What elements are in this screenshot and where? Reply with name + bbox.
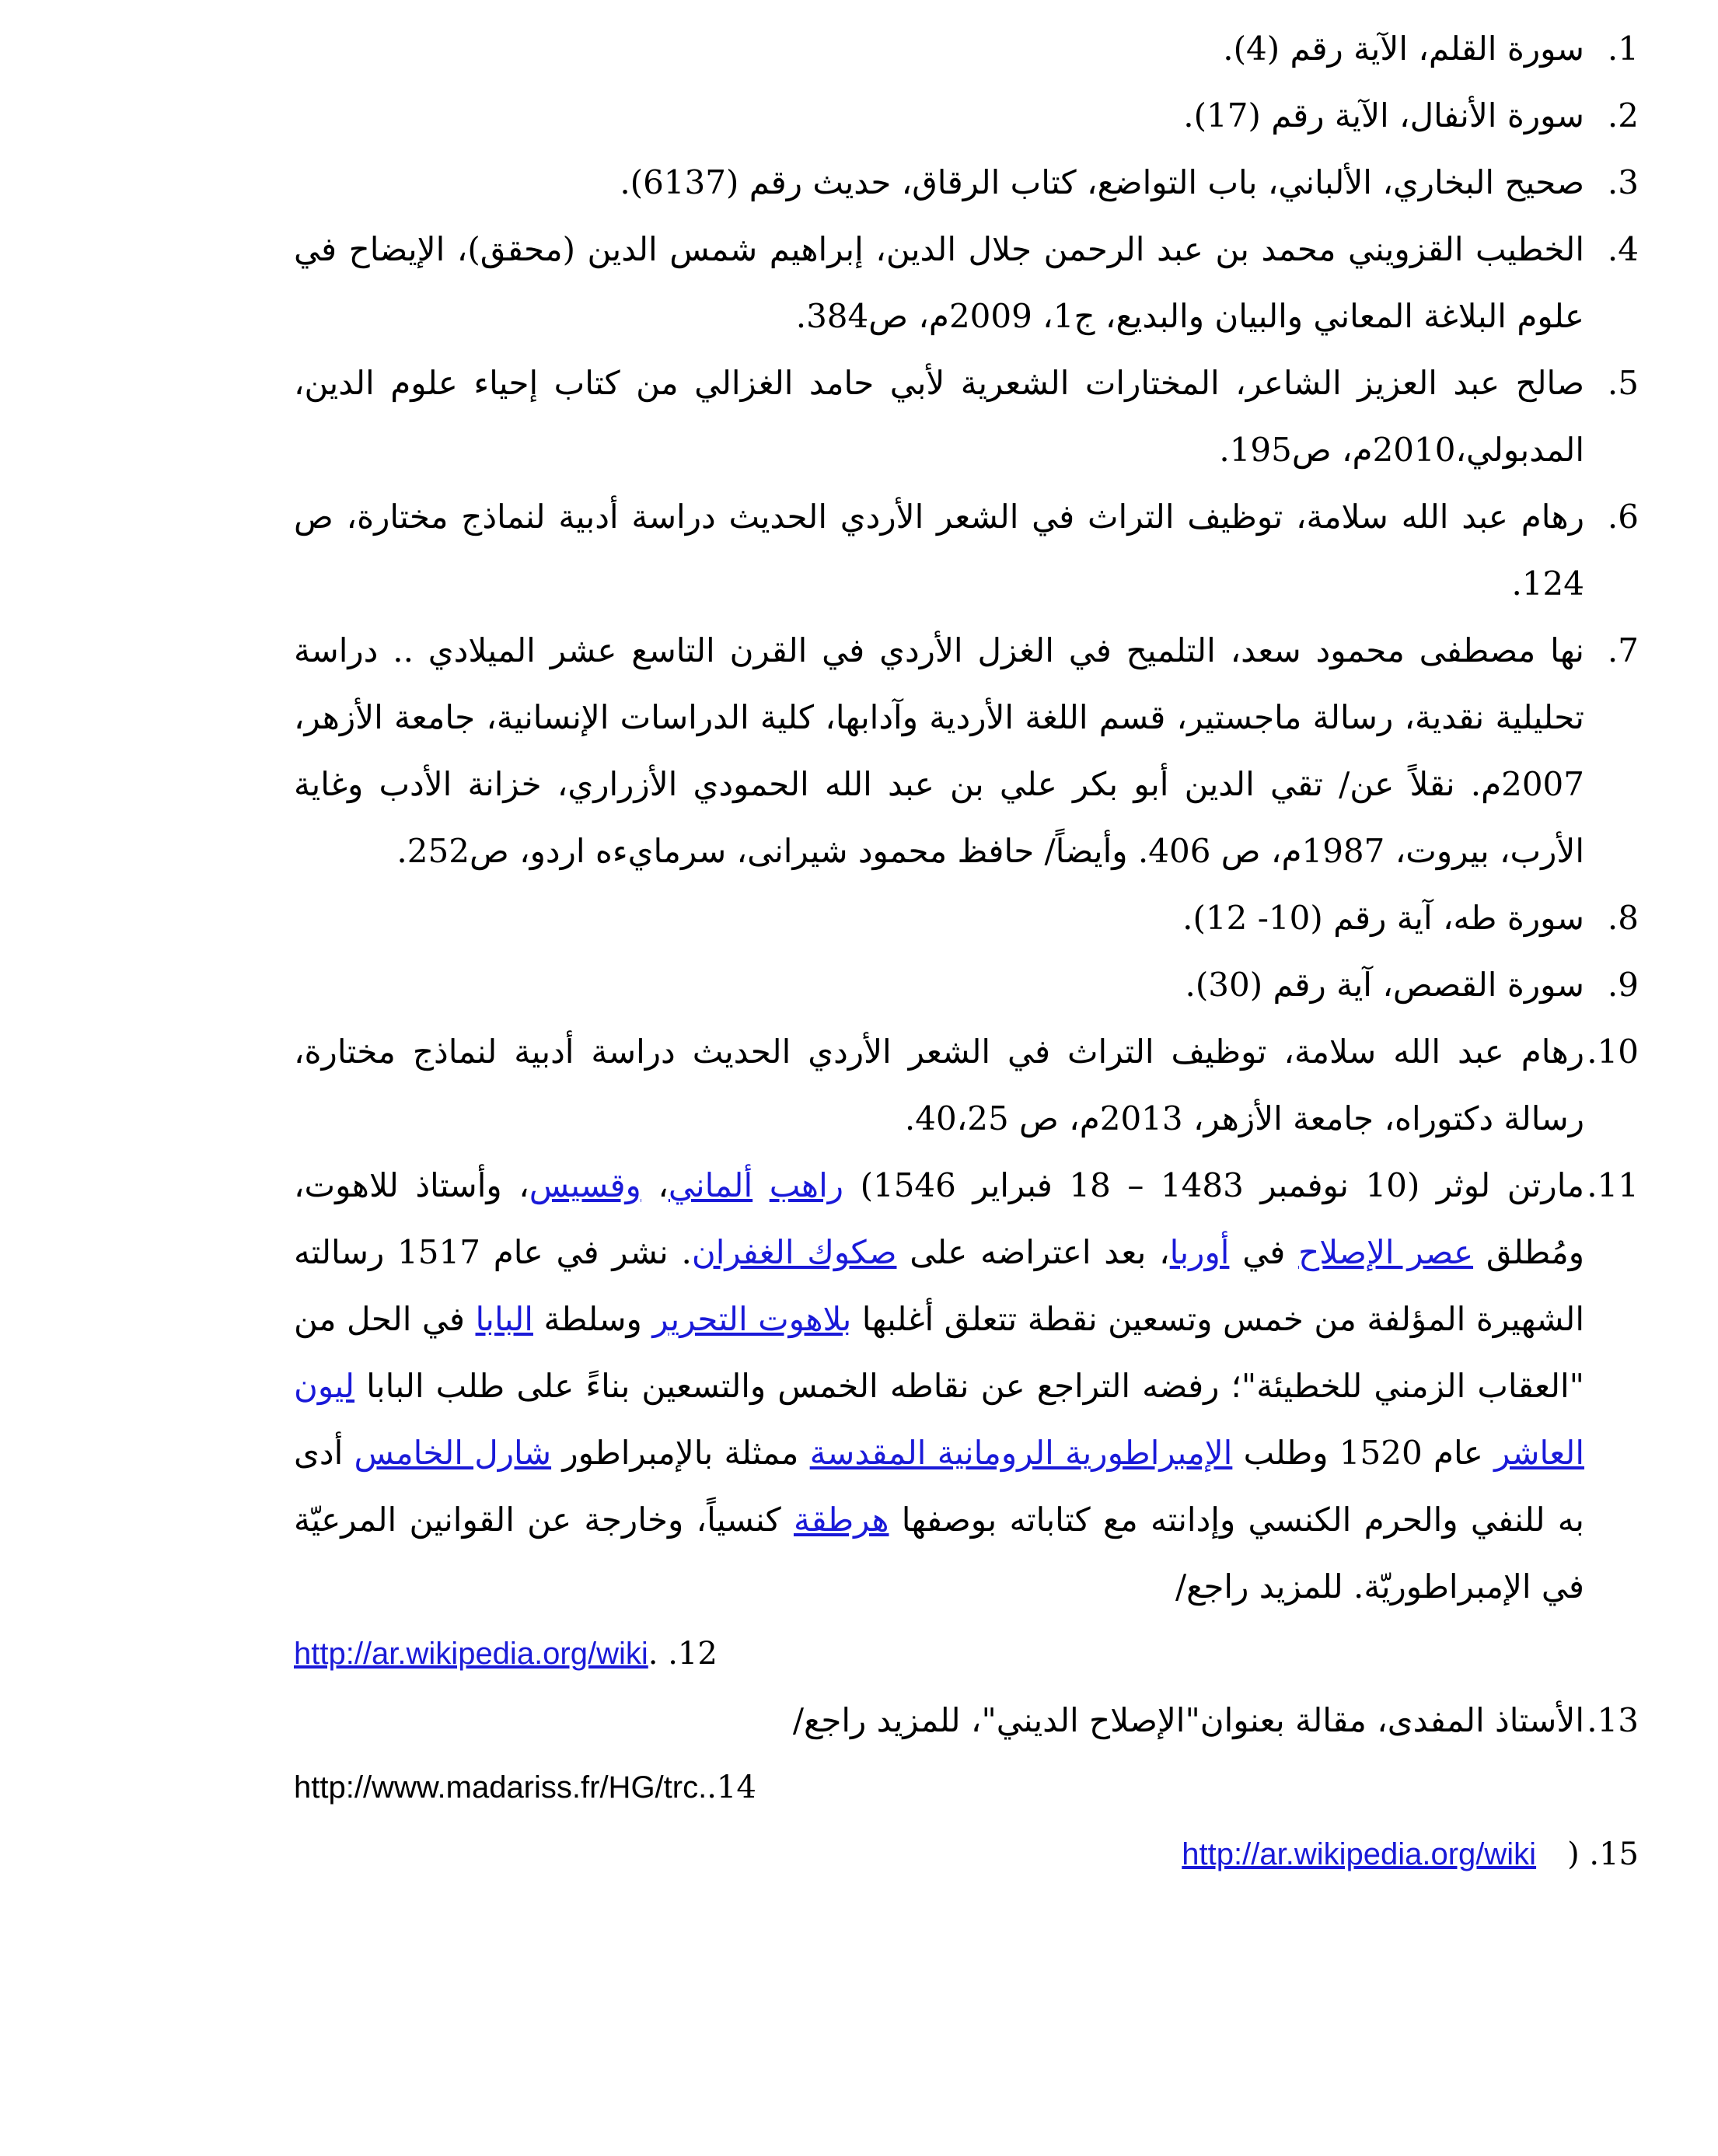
footnote-text: صالح عبد العزيز الشاعر، المختارات الشعرية لأبي حامد الغزالي من كتاب إحياء علوم الدين، المدبولي،2010م، ص195. — [294, 364, 1584, 469]
text-run: ، وأستاذ للاهوت، ومُطلق — [294, 1166, 1585, 1271]
footnotes-list — [294, 16, 1639, 1888]
footnote-2 — [294, 82, 1639, 149]
link-pope[interactable]: البابا — [475, 1300, 533, 1338]
text-run: في الحل من "العقاب الزمني للخطيئة"؛ رفضه التراجع عن نقاطه الخمس والتسعين بناءً على طلب البابا — [294, 1300, 1584, 1405]
footnote-6 — [294, 484, 1639, 617]
footnote-text: سورة طه، آية رقم (10- 12). — [1182, 899, 1584, 937]
footnote-5 — [294, 350, 1639, 484]
footnote-15-number: ) .15 — [1567, 1836, 1639, 1872]
footnote-number: .5 — [1607, 364, 1639, 402]
footnote-number: .2 — [1607, 96, 1639, 135]
footnote-15 — [294, 1821, 1639, 1888]
link-monk[interactable]: راهب — [769, 1166, 844, 1204]
footnote-number: .7 — [1607, 631, 1639, 669]
text-run: وسلطة — [533, 1300, 653, 1338]
link-reformation[interactable]: عصر الإصلاح — [1298, 1233, 1474, 1271]
footnote-text — [294, 1152, 1584, 1620]
footnote-number: .3 — [1607, 163, 1639, 201]
footnote-11 — [294, 1152, 1639, 1620]
link-indulgences[interactable]: صكوك الغفران — [691, 1233, 897, 1271]
text-run: في — [1229, 1233, 1299, 1271]
link-priest[interactable]: وقسيس — [529, 1166, 641, 1204]
footnote-number: .11 — [1587, 1166, 1639, 1204]
footnote-7 — [294, 617, 1639, 885]
footnote-8 — [294, 885, 1639, 952]
footnote-15-url[interactable]: http://ar.wikipedia.org/wiki — [1182, 1837, 1537, 1871]
footnote-text: سورة الأنفال، الآية رقم (17). — [1183, 96, 1584, 135]
footnote-3 — [294, 149, 1639, 216]
footnote-number: .10 — [1587, 1033, 1639, 1071]
link-holy-roman-empire[interactable]: الإمبراطورية الرومانية المقدسة — [809, 1434, 1233, 1472]
footnote-number: .9 — [1607, 966, 1639, 1004]
footnote-12 — [294, 1620, 1584, 1687]
footnote-4 — [294, 216, 1639, 350]
text-run: أدى به للنفي والحرم الكنسي وإدانته مع كتاباته بوصفها — [294, 1434, 1584, 1539]
link-german[interactable]: ألماني — [668, 1166, 753, 1204]
footnote-number: .4 — [1607, 230, 1639, 268]
footnote-text: الأستاذ المفدى، مقالة بعنوان"الإصلاح الديني"، للمزيد راجع/ — [792, 1701, 1584, 1739]
text-run: ، — [641, 1166, 669, 1204]
footnote-text: رهام عبد الله سلامة، توظيف التراث في الشعر الأردي الحديث دراسة أدبية لنماذج مختارة، ص 124. — [294, 498, 1584, 603]
footnote-text: نها مصطفى محمود سعد، التلميح في الغزل الأردي في القرن التاسع عشر الميلادي .. دراسة تحليلية نقدية، رسالة ماجستير، قسم اللغة الأردية وآدابها، كلية الدراسات الإنسانية، جامعة الأزهر، 2007م. نقلاً عن/ تقي الدين أبو بكر علي بن عبد الله الحمودي الأزراري، خزانة الأدب وغاية الأرب، بيروت، 1987م، ص 406. وأيضاً/ حافظ محمود شيرانى، سرمايءه اردو، ص252. — [294, 631, 1584, 870]
footnote-number: .13 — [1587, 1701, 1639, 1739]
footnote-9 — [294, 952, 1639, 1019]
footnote-14 — [294, 1754, 1584, 1821]
footnote-1 — [294, 16, 1639, 82]
text-run: عام 1520 وطلب — [1232, 1434, 1495, 1472]
footnote-text: صحيح البخاري، الألباني، باب التواضع، كتاب الرقاق، حديث رقم (6137). — [620, 163, 1584, 201]
text-run — [752, 1166, 770, 1204]
footnote-text: رهام عبد الله سلامة، توظيف التراث في الشعر الأردي الحديث دراسة أدبية لنماذج مختارة، رسالة دكتوراه، جامعة الأزهر، 2013م، ص 40،25. — [294, 1033, 1584, 1137]
footnote-13 — [294, 1687, 1639, 1754]
footnote-number: .1 — [1607, 30, 1639, 68]
footnote-14-url: http://www.madariss.fr/HG/trc. — [294, 1770, 707, 1805]
link-leo-x[interactable]: ليون العاشر — [294, 1367, 1585, 1472]
text-run: . نشر في عام 1517 رسالته الشهيرة المؤلفة من خمس وتسعين نقطة تتعلق أغلبها — [294, 1233, 1585, 1338]
link-liberation-theology[interactable]: بلاهوت التحرير — [652, 1300, 852, 1338]
link-charles-v[interactable]: شارل الخامس — [354, 1434, 552, 1472]
footnote-12-number: . .12 — [648, 1636, 718, 1672]
footnote-text: الخطيب القزويني محمد بن عبد الرحمن جلال الدين، إبراهيم شمس الدين (محقق)، الإيضاح في علوم البلاغة المعاني والبيان والبديع، ج1، 2009م، ص384. — [294, 230, 1584, 335]
footnote-14-number: .14 — [707, 1770, 756, 1805]
footnote-12-url[interactable]: http://ar.wikipedia.org/wiki — [294, 1637, 648, 1671]
footnote-text: سورة القصص، آية رقم (30). — [1185, 966, 1584, 1004]
text-run: مارتن لوثر (10 نوفمبر 1483 – 18 فبراير 1546) — [843, 1166, 1584, 1204]
footnote-10 — [294, 1019, 1639, 1152]
footnote-number: .6 — [1607, 498, 1639, 536]
text-run: ، بعد اعتراضه على — [896, 1233, 1170, 1271]
footnote-number: .8 — [1607, 899, 1639, 937]
footnote-text: سورة القلم، الآية رقم (4). — [1223, 30, 1584, 68]
link-heresy[interactable]: هرطقة — [793, 1501, 889, 1539]
text-run: ممثلة بالإمبراطور — [551, 1434, 810, 1472]
link-europe[interactable]: أوربا — [1169, 1233, 1230, 1271]
text-run: كنسياً، وخارجة عن القوانين المرعيّة في الإمبراطوريّة. للمزيد راجع/ — [294, 1501, 1584, 1606]
